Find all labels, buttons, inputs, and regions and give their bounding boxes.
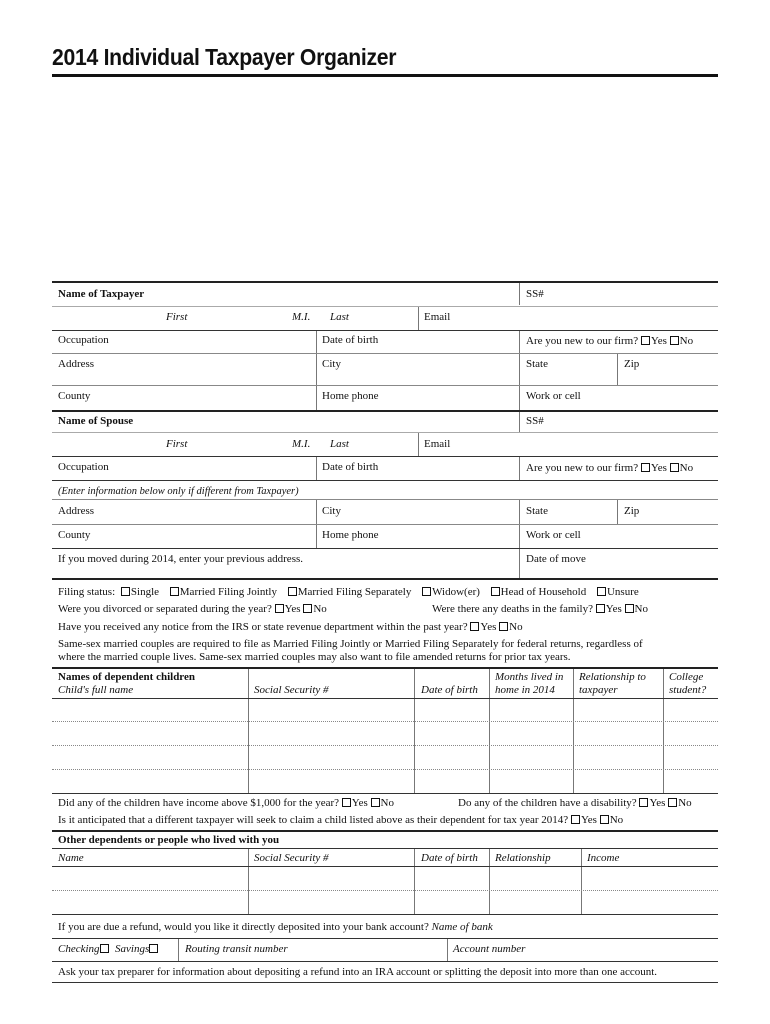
spouse-new-yes-checkbox[interactable]	[641, 463, 650, 472]
taxpayer-state-label: State	[526, 358, 548, 370]
other-dependent-row[interactable]	[52, 890, 718, 891]
col-college-line2: student?	[669, 684, 707, 696]
col-child-ssn: Social Security #	[254, 684, 329, 696]
col-relationship-line1: Relationship to	[579, 671, 646, 683]
spouse-county-label: County	[58, 529, 91, 541]
taxpayer-zip-label: Zip	[624, 358, 640, 370]
section-rule	[52, 667, 718, 669]
col-college-line1: College	[669, 671, 704, 683]
spouse-occupation-label: Occupation	[58, 461, 109, 473]
account-number-label: Account number	[453, 943, 526, 955]
disability-question: Do any of the children have a disability? Yes No	[458, 797, 692, 809]
income-no-checkbox[interactable]	[371, 798, 380, 807]
routing-number-label: Routing transit number	[185, 943, 288, 955]
mfs-checkbox[interactable]	[288, 587, 297, 596]
taxpayer-new-yes-checkbox[interactable]	[641, 336, 650, 345]
col-months-line1: Months lived in	[495, 671, 564, 683]
checking-savings-row: Checking Savings	[58, 943, 159, 956]
col-other-dob: Date of birth	[421, 852, 478, 864]
spouse-ssn-label: SS#	[526, 415, 544, 427]
spouse-new-no-checkbox[interactable]	[670, 463, 679, 472]
spouse-mi-label: M.I.	[292, 438, 311, 450]
col-other-relationship: Relationship	[495, 852, 551, 864]
children-income-question: Did any of the children have income above $1,000 for the year? Yes No	[58, 797, 394, 809]
col-other-ssn: Social Security #	[254, 852, 329, 864]
taxpayer-ssn-label: SS#	[526, 288, 544, 300]
notice-yes-checkbox[interactable]	[470, 622, 479, 631]
same-sex-note-line1: Same-sex married couples are required to file as Married Filing Jointly or Married Filing Separately for federal returns, regardless of	[58, 638, 643, 650]
deaths-yes-checkbox[interactable]	[596, 604, 605, 613]
refund-note: Ask your tax preparer for information about depositing a refund into an IRA account or splitting the deposit into more than one account.	[58, 966, 658, 978]
col-other-name: Name	[58, 852, 84, 864]
divorced-no-checkbox[interactable]	[303, 604, 312, 613]
disability-no-checkbox[interactable]	[668, 798, 677, 807]
taxpayer-email-label: Email	[424, 311, 451, 323]
spouse-city-label: City	[322, 505, 341, 517]
spouse-zip-label: Zip	[624, 505, 640, 517]
taxpayer-last-label: Last	[330, 311, 349, 323]
hoh-checkbox[interactable]	[491, 587, 500, 596]
taxpayer-city-label: City	[322, 358, 341, 370]
claim-question: Is it anticipated that a different taxpayer will seek to claim a child listed above as their dependent for tax year 2014? Yes No	[58, 814, 624, 826]
checking-checkbox[interactable]	[100, 944, 109, 953]
spouse-email-label: Email	[424, 438, 451, 450]
mfj-checkbox[interactable]	[170, 587, 179, 596]
notice-question: Have you received any notice from the IRS or state revenue department within the past year? Yes No	[58, 621, 523, 633]
dependent-row[interactable]	[52, 721, 718, 722]
taxpayer-dob-label: Date of birth	[322, 334, 379, 346]
dependents-header: Names of dependent children	[58, 671, 195, 683]
taxpayer-county-label: County	[58, 390, 91, 402]
taxpayer-address-label: Address	[58, 358, 95, 370]
section-rule	[52, 830, 718, 832]
taxpayer-name-label: Name of Taxpayer	[58, 288, 145, 300]
taxpayer-occupation-label: Occupation	[58, 334, 109, 346]
claim-no-checkbox[interactable]	[600, 815, 609, 824]
dependent-row[interactable]	[52, 745, 718, 746]
filing-status-row: Filing status: Single Married Filing Jointly Married Filing Separately Widow(er) Head of Household Unsure	[58, 586, 639, 598]
page-title: 2014 Individual Taxpayer Organizer	[52, 44, 397, 70]
dependent-row[interactable]	[52, 769, 718, 770]
spouse-new-question: Are you new to our firm? Yes No	[526, 462, 694, 474]
spouse-work-cell-label: Work or cell	[526, 529, 581, 541]
col-months-line2: home in 2014	[495, 684, 555, 696]
taxpayer-first-label: First	[166, 311, 188, 323]
section-rule	[52, 410, 718, 412]
taxpayer-new-question: Are you new to our firm? Yes No	[526, 335, 694, 347]
deaths-no-checkbox[interactable]	[625, 604, 634, 613]
spouse-home-phone-label: Home phone	[322, 529, 379, 541]
col-child-dob: Date of birth	[421, 684, 478, 696]
spouse-dob-label: Date of birth	[322, 461, 379, 473]
spouse-first-label: First	[166, 438, 188, 450]
claim-yes-checkbox[interactable]	[571, 815, 580, 824]
single-checkbox[interactable]	[121, 587, 130, 596]
col-child-name: Child's full name	[58, 684, 134, 696]
moved-date-label: Date of move	[526, 553, 586, 565]
spouse-state-label: State	[526, 505, 548, 517]
taxpayer-work-cell-label: Work or cell	[526, 390, 581, 402]
divorced-yes-checkbox[interactable]	[275, 604, 284, 613]
unsure-checkbox[interactable]	[597, 587, 606, 596]
section-rule	[52, 578, 718, 580]
notice-no-checkbox[interactable]	[499, 622, 508, 631]
spouse-name-label: Name of Spouse	[58, 415, 134, 427]
col-relationship-line2: taxpayer	[579, 684, 618, 696]
savings-checkbox[interactable]	[149, 944, 158, 953]
moved-question: If you moved during 2014, enter your previous address.	[58, 553, 304, 565]
refund-question: If you are due a refund, would you like it directly deposited into your bank account? Name of bank	[58, 921, 493, 933]
section-rule	[52, 281, 718, 283]
taxpayer-new-no-checkbox[interactable]	[670, 336, 679, 345]
divorced-question: Were you divorced or separated during the year? Yes No	[58, 603, 327, 615]
taxpayer-home-phone-label: Home phone	[322, 390, 379, 402]
widow-checkbox[interactable]	[422, 587, 431, 596]
col-other-income: Income	[587, 852, 620, 864]
income-yes-checkbox[interactable]	[342, 798, 351, 807]
same-sex-note-line2: where the married couple lives. Same-sex married couples may also want to file amended returns for prior tax years.	[58, 651, 571, 663]
spouse-address-label: Address	[58, 505, 95, 517]
deaths-question: Were there any deaths in the family? Yes No	[432, 603, 648, 615]
other-dependents-header: Other dependents or people who lived with you	[58, 834, 280, 846]
disability-yes-checkbox[interactable]	[639, 798, 648, 807]
title-rule	[52, 74, 718, 77]
spouse-last-label: Last	[330, 438, 349, 450]
taxpayer-mi-label: M.I.	[292, 311, 311, 323]
spouse-note: (Enter information below only if different from Taxpayer)	[58, 486, 299, 497]
